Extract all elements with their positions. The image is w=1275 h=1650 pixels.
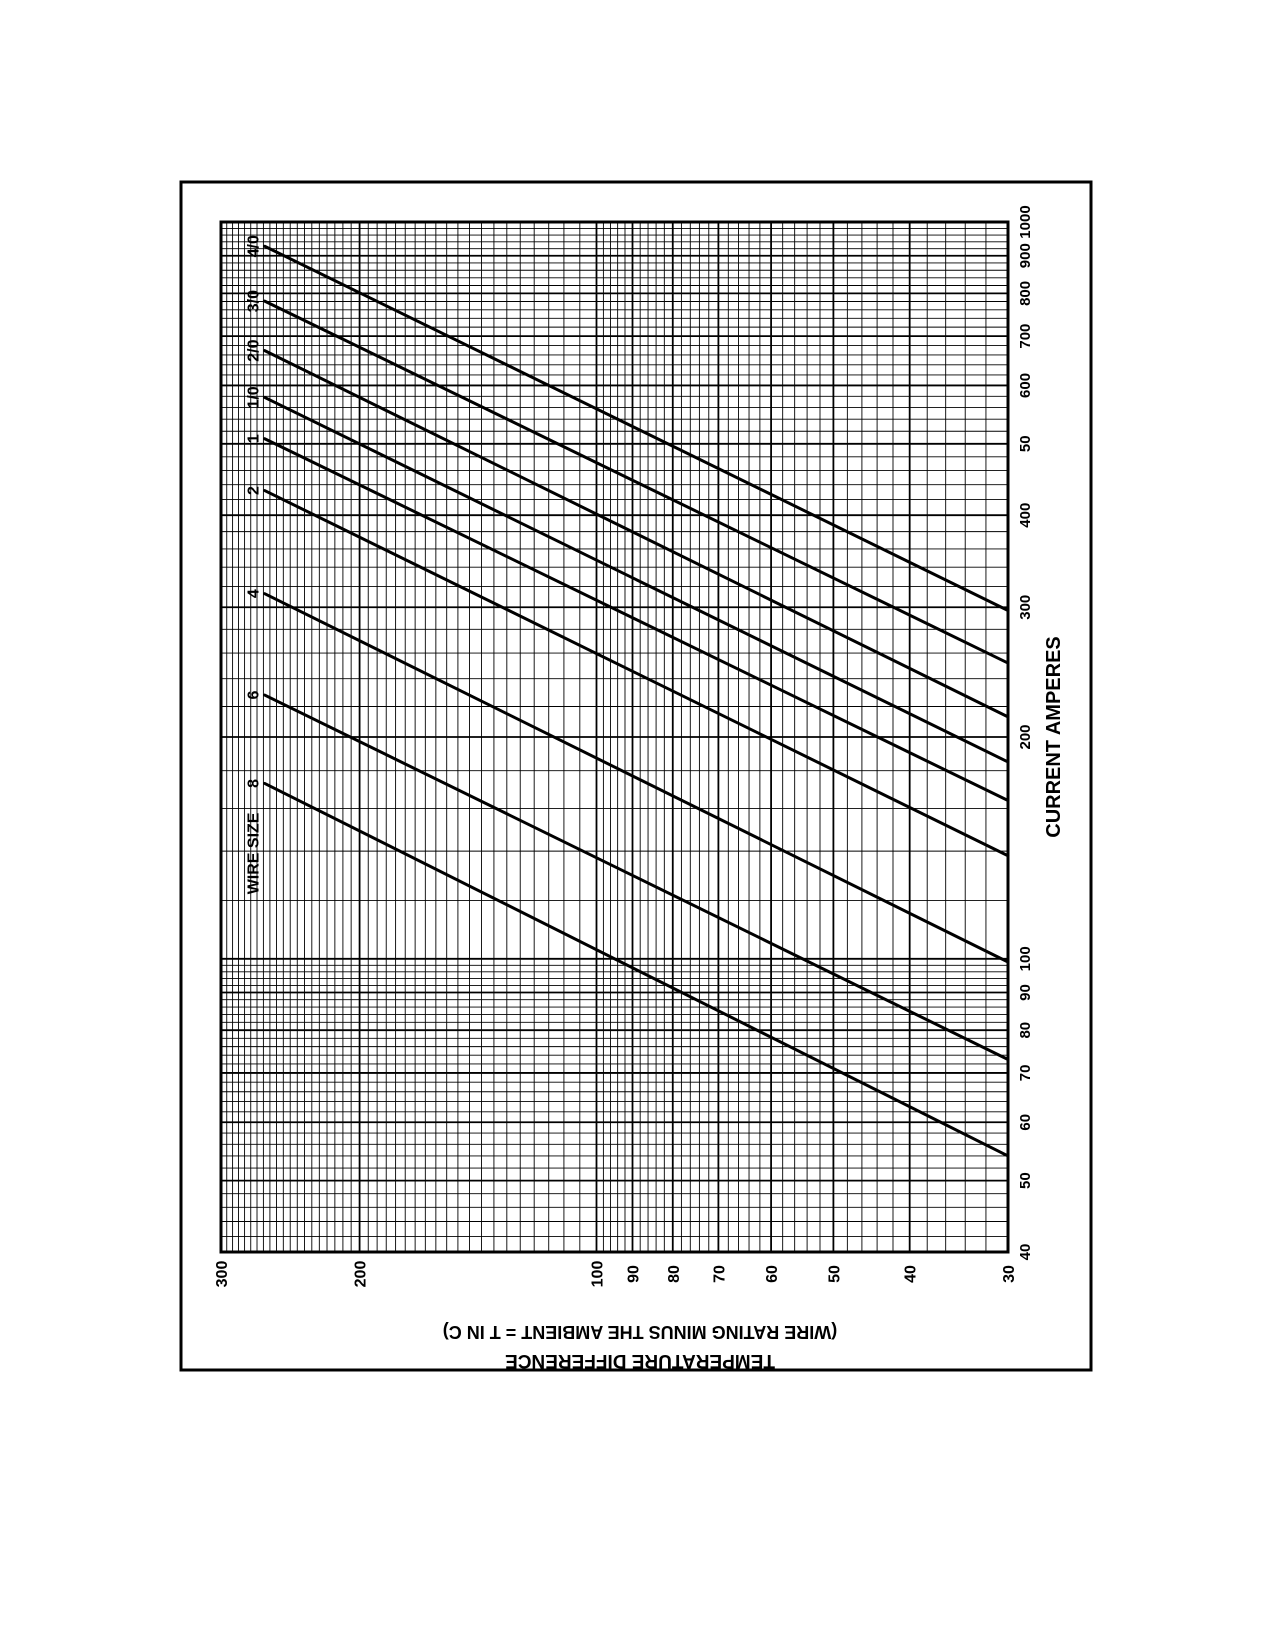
x-tick-label: 800 — [1017, 280, 1034, 306]
wire-size-label-2: 2 — [245, 486, 263, 496]
x-tick-label: 60 — [1017, 1113, 1034, 1131]
y-tick-label: 200 — [352, 1260, 370, 1288]
y-tick-label: 100 — [589, 1260, 607, 1288]
wire-size-label-4: 4 — [245, 589, 263, 599]
x-tick-label: 1000 — [1017, 205, 1034, 239]
wire-size-label-2-0: 2/0 — [245, 339, 263, 362]
legend-title: WIRE SIZE — [245, 812, 263, 895]
x-tick-label: 200 — [1017, 724, 1034, 750]
y-tick-label: 40 — [902, 1265, 920, 1283]
x-tick-label: 900 — [1017, 243, 1034, 269]
wire-size-label-8: 8 — [245, 778, 263, 788]
y-tick-label: 80 — [665, 1265, 683, 1283]
x-tick-label: 400 — [1017, 502, 1034, 528]
x-tick-label: 50 — [1017, 435, 1034, 453]
x-axis-title: CURRENT AMPERES — [1043, 636, 1065, 838]
y-tick-label: 30 — [1001, 1265, 1018, 1283]
y-tick-label: 60 — [764, 1265, 782, 1283]
wire-size-label-1-0: 1/0 — [245, 386, 263, 409]
y-axis-title-line2: (WIRE RATING MINUS THE AMBIENT = T IN C) — [442, 1322, 838, 1342]
x-tick-label: 300 — [1017, 594, 1034, 620]
y-tick-label: 90 — [625, 1265, 643, 1283]
wire-size-label-1: 1 — [245, 434, 263, 444]
y-tick-label: 50 — [826, 1265, 844, 1283]
x-tick-label: 40 — [1017, 1243, 1034, 1261]
y-axis-title-line1: TEMPERATURE DIFFERENCE — [505, 1350, 775, 1371]
x-tick-label: 50 — [1017, 1172, 1034, 1189]
wire-size-label-3-0: 3/0 — [245, 289, 263, 313]
x-tick-label: 70 — [1017, 1064, 1034, 1082]
wire-size-label-4-0: 4/0 — [245, 235, 263, 258]
x-tick-label: 600 — [1017, 372, 1034, 398]
y-tick-label: 70 — [711, 1265, 729, 1283]
x-tick-label: 90 — [1017, 984, 1034, 1001]
wire-size-label-6: 6 — [245, 690, 263, 700]
x-tick-label: 100 — [1017, 946, 1034, 972]
x-tick-label: 700 — [1017, 323, 1034, 349]
x-tick-label: 80 — [1017, 1021, 1034, 1039]
y-tick-label: 300 — [214, 1260, 231, 1288]
